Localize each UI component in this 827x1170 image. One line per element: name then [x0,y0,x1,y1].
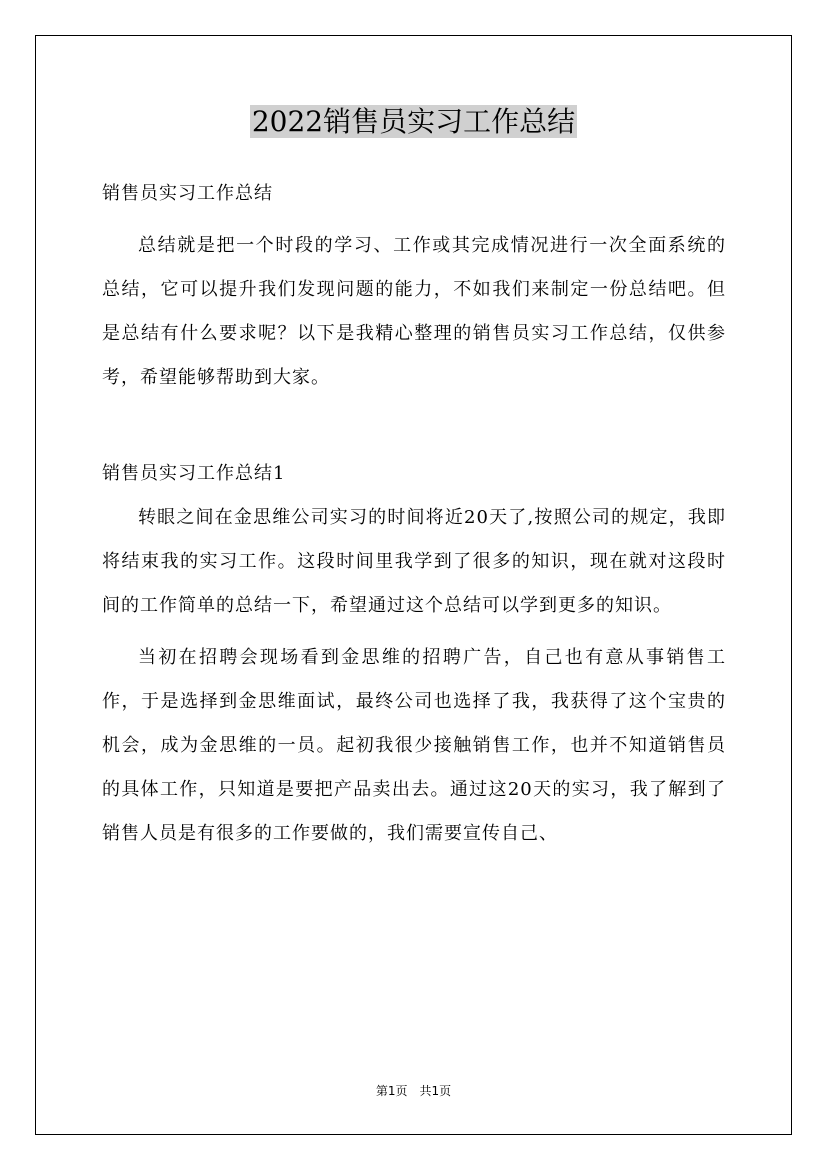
body-paragraph-2: 当初在招聘会现场看到金思维的招聘广告，自己也有意从事销售工作，于是选择到金思维面试，最终公司也选择了我，我获得了这个宝贵的机会，成为金思维的一员。起初我很少接触销售工作，也并不知道销售员的具体工作，只知道是要把产品卖出去。通过这20天的实习，我了解到了销售人员是有很多的工作要做的，我们需要宣传自己、 [102,647,726,844]
document-body [102,172,726,856]
intro-paragraph: 总结就是把一个时段的学习、工作或其完成情况进行一次全面系统的总结，它可以提升我们发现问题的能力，不如我们来制定一份总结吧。但是总结有什么要求呢？以下是我精心整理的销售员实习工作总结，仅供参考，希望能够帮助到大家。 [102,235,726,388]
section-heading: 销售员实习工作总结1 [102,463,286,484]
body-paragraph-1: 转眼之间在金思维公司实习的时间将近20天了,按照公司的规定，我即将结束我的实习工作。这段时间里我学到了很多的知识，现在就对这段时间的工作简单的总结一下，希望通过这个总结可以学到更多的知识。 [102,507,726,616]
page-number: 第1页 共1页 [375,1084,452,1098]
document-subtitle: 销售员实习工作总结 [102,183,273,204]
page-footer [0,1082,827,1100]
document-title [0,102,827,142]
document-title-text: 2022销售员实习工作总结 [251,105,576,138]
